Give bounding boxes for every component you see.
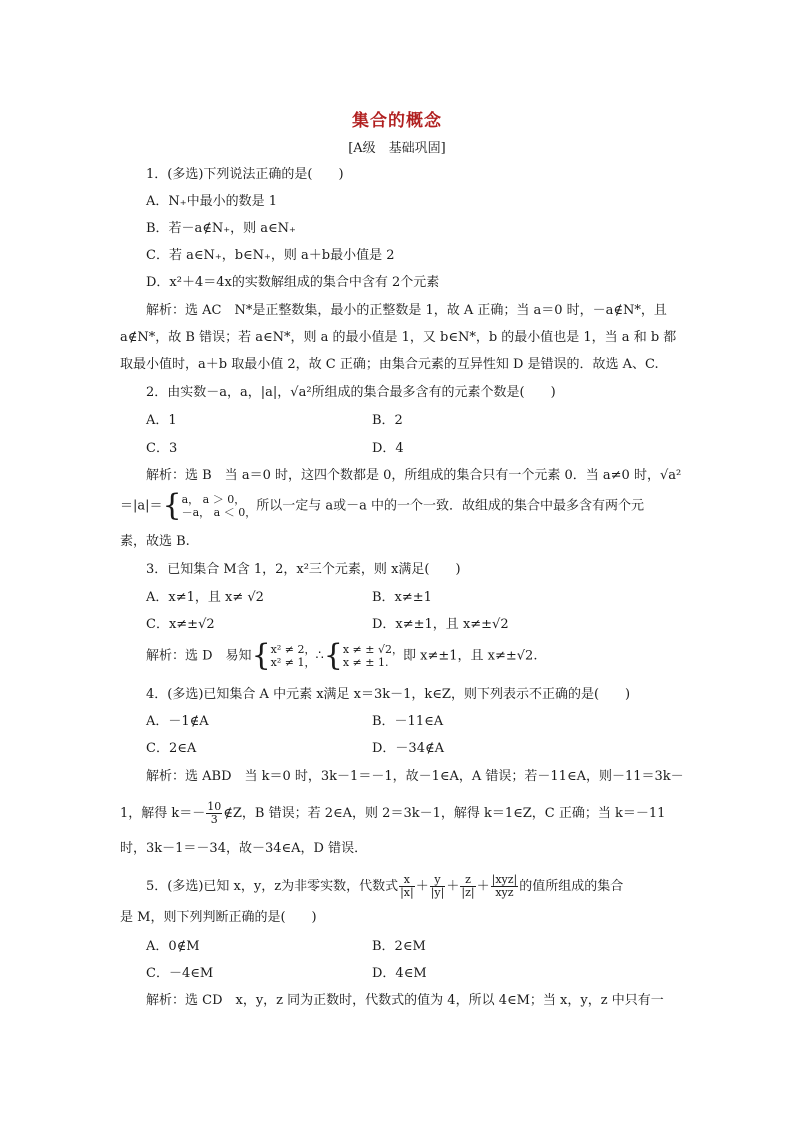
fraction-numerator: y	[434, 873, 441, 886]
fraction-denominator: |x|	[400, 886, 414, 899]
q2-abs-eq: ＝|a|＝	[120, 498, 163, 514]
fraction-z	[460, 874, 475, 899]
q2-case-negative: －a， a ＜ 0，	[181, 506, 257, 519]
q5-option-b: B．2∈M	[372, 939, 426, 954]
q4-solution-line-1: 解析：选 ABD 当 k＝0 时，3k－1＝－1，故－1∈A，A 错误；若－11∈A，则－11＝3k－	[146, 769, 684, 784]
fraction-xyz	[491, 874, 519, 899]
q5-option-a: A．0∉M	[146, 939, 200, 954]
q3-option-c: C．x≠±√2	[146, 617, 215, 632]
fraction-x	[399, 874, 415, 899]
q1-option-d: D．x²＋4＝4x的实数解组成的集合中含有 2个元素	[146, 275, 440, 290]
q4-option-d: D．－34∉A	[372, 741, 444, 756]
q4-solution-text-a: 1，解得 k＝－	[120, 806, 206, 821]
question-5	[146, 874, 623, 899]
q3-solution-tail: 即 x≠±1，且 x≠±√2.	[403, 648, 538, 664]
left-brace: {	[323, 638, 343, 673]
q4-solution-text-b: ∉Z，B 错误；若 2∈A，则 2＝3k－1，解得 k＝1∈Z，C 正确；当 k＝－11	[223, 806, 666, 821]
q2-solution-line-1: 解析：选 B 当 a＝0 时，这四个数都是 0，所组成的集合只有一个元素 0．当 a≠0 时，√a²	[146, 468, 682, 483]
q2-option-a: A．1	[146, 413, 177, 428]
q2-option-d: D．4	[372, 441, 404, 456]
q1-option-a: A．N₊中最小的数是 1	[146, 194, 278, 209]
therefore-symbol: ∴	[315, 648, 324, 664]
question-4: 4．(多选)已知集合 A 中元素 x满足 x＝3k－1，k∈Z，则下列表示不正确的是( )	[146, 687, 631, 702]
fraction-numerator: |xyz|	[491, 873, 518, 886]
q4-option-c: C．2∈A	[146, 741, 197, 756]
plus-sign: ＋	[415, 879, 429, 894]
q3-solution-lead: 解析：选 D 易知	[146, 648, 252, 664]
q3-option-d: D．x≠±1，且 x≠±√2	[372, 617, 509, 632]
question-5-line-2: 是 M，则下列判断正确的是( )	[120, 910, 317, 925]
left-brace: {	[162, 488, 182, 523]
fraction-denominator: |z|	[461, 886, 475, 899]
q3-solution	[146, 638, 538, 673]
q3-condition-2: x² ≠ 1，	[270, 656, 316, 669]
q5-option-c: C．－4∈M	[146, 966, 214, 981]
plus-sign: ＋	[476, 879, 490, 894]
q4-solution-line-3: 时，3k－1＝－34，故－34∈A，D 错误．	[120, 841, 368, 856]
q4-option-a: A．－1∉A	[146, 714, 209, 729]
q3-option-b: B．x≠±1	[372, 590, 432, 605]
question-3: 3．已知集合 M含 1，2，x²三个元素，则 x满足( )	[146, 562, 461, 577]
question-2: 2．由实数－a，a，|a|，√a²所组成的集合最多含有的元素个数是( )	[146, 385, 556, 400]
q1-option-c: C．若 a∈N₊，b∈N₊，则 a＋b最小值是 2	[146, 248, 395, 263]
q5-text-b: 的值所组成的集合	[519, 879, 624, 894]
q1-option-b: B．若－a∉N₊，则 a∈N₊	[146, 221, 296, 236]
q5-solution-line-1: 解析：选 CD x，y，z 同为正数时，代数式的值为 4，所以 4∈M；当 x，y，z 中只有一	[146, 993, 664, 1008]
q5-text-a: 5．(多选)已知 x，y，z为非零实数，代数式	[146, 879, 399, 894]
q3-option-a: A．x≠1，且 x≠ √2	[146, 590, 264, 605]
q1-solution-line-3: 取最小值时，a＋b 取最小值 2，故 C 正确；由集合元素的互异性知 D 是错误的．故选 A、C.	[120, 357, 659, 372]
q3-condition-1: x² ≠ 2，	[270, 643, 316, 656]
q2-piecewise	[182, 493, 257, 519]
fraction-y	[430, 874, 446, 899]
fraction-denominator: |y|	[430, 886, 445, 899]
q2-solution-text: 所以一定与 a或－a 中的一个一致．故组成的集合中最多含有两个元	[256, 498, 644, 514]
q2-solution-line-3: 素，故选 B.	[120, 534, 190, 549]
fraction-numerator: 10	[207, 800, 222, 813]
q1-solution-line-1: 解析：选 AC N*是正整数集，最小的正整数是 1，故 A 正确；当 a＝0 时，－a∉N*，且	[146, 303, 667, 318]
q4-option-b: B．－11∈A	[372, 714, 444, 729]
fraction-10-3	[206, 801, 222, 826]
q2-option-c: C．3	[146, 441, 178, 456]
question-1: 1．(多选)下列说法正确的是( )	[146, 167, 344, 182]
q1-solution-line-2: a∉N*，故 B 错误；若 a∈N*，则 a 的最小值是 1，又 b∈N*，b 的最小值也是 1，当 a 和 b 都	[120, 330, 677, 345]
q2-option-b: B．2	[372, 413, 403, 428]
q3-condition-3: x ≠ ± √2，	[342, 643, 403, 656]
q3-system-2	[343, 643, 403, 669]
q2-solution-line-2	[120, 488, 644, 523]
plus-sign: ＋	[446, 879, 460, 894]
q4-solution-line-2	[120, 801, 665, 826]
section-level: [A级 基础巩固]	[348, 141, 446, 156]
fraction-denominator: xyz	[491, 886, 519, 899]
q3-condition-4: x ≠ ± 1.	[342, 656, 389, 669]
fraction-numerator: z	[465, 873, 471, 886]
fraction-numerator: x	[403, 873, 410, 886]
q3-system-1	[271, 643, 316, 669]
left-brace: {	[251, 638, 271, 673]
q2-case-positive: a， a ＞ 0，	[181, 493, 246, 506]
page-title: 集合的概念	[352, 111, 442, 131]
q5-option-d: D．4∈M	[372, 966, 427, 981]
fraction-denominator: 3	[206, 813, 222, 826]
